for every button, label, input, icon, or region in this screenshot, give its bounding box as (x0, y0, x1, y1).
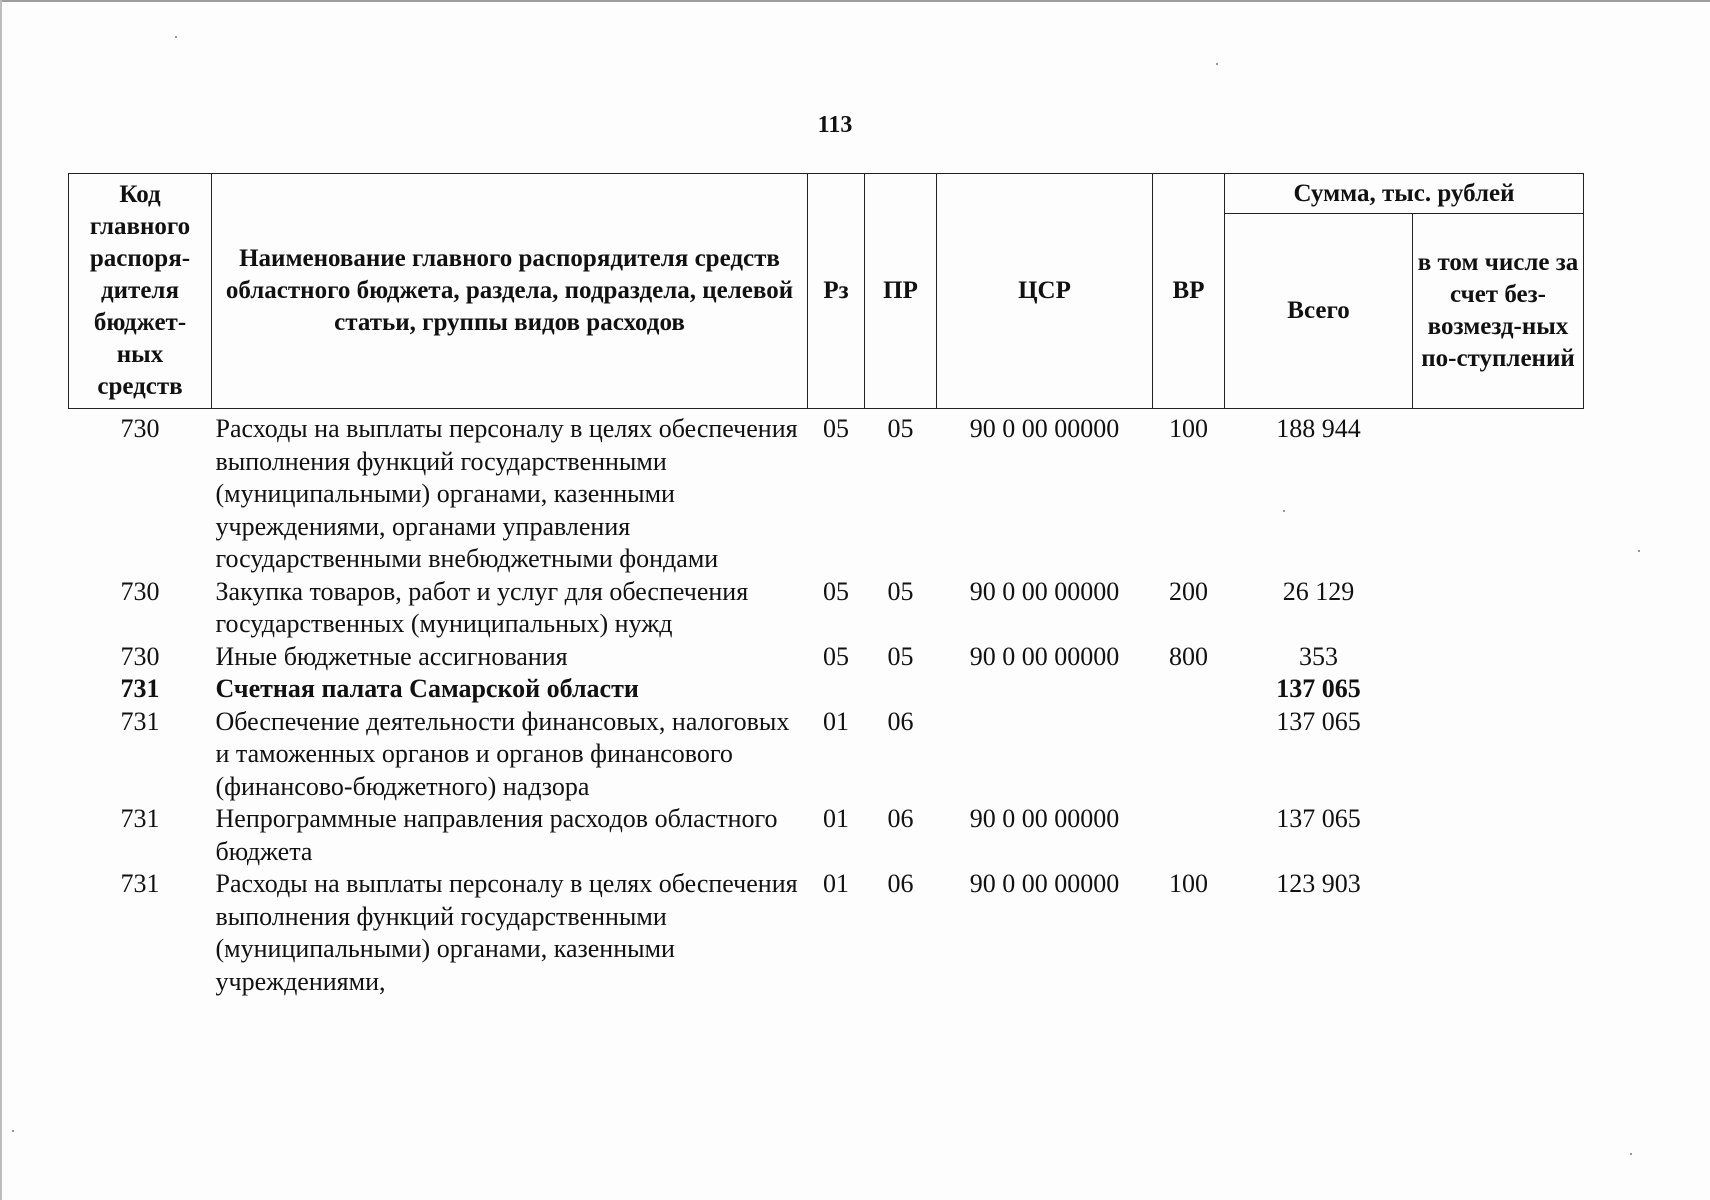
cell-code: 731 (120, 706, 160, 736)
cell-csr: 90 0 00 00000 (969, 869, 1120, 898)
cell-code: 730 (120, 414, 160, 443)
cell-name: Обеспечение деятельности финансовых, налоговых и таможенных органов и органов финансового (финансово-бюджетного) надзора (215, 706, 790, 801)
cell-name: Иные бюджетные ассигнования (215, 641, 568, 671)
cell-total: 353 (1299, 641, 1338, 671)
cell-total: 137 065 (1276, 674, 1361, 703)
cell-name: Расходы на выплаты персоналу в целях обеспечения выполнения функций государственными (муниципальными) органами, казенными учреждениями, органами управления государственными внебюджетными фондами (215, 414, 798, 573)
cell-rz: 05 (823, 576, 849, 606)
scan-speck (1216, 63, 1218, 65)
table-body (69, 409, 1584, 999)
cell-code: 730 (120, 576, 160, 606)
cell-csr: 90 0 00 00000 (969, 641, 1120, 671)
header-total: Всего (1225, 214, 1413, 409)
header-sum-group: Сумма, тыс. рублей (1225, 174, 1584, 214)
cell-vr: 100 (1169, 414, 1208, 443)
table-row (69, 641, 1584, 674)
table-header (69, 174, 1584, 409)
scan-speck (1283, 510, 1285, 512)
table-row (69, 706, 1584, 804)
scan-speck (1630, 1153, 1632, 1155)
scan-edge-top (0, 0, 1710, 2)
page-number: 113 (817, 112, 853, 138)
cell-free (1413, 576, 1584, 641)
cell-pr (865, 673, 937, 706)
cell-rz: 05 (823, 414, 849, 443)
cell-name: Расходы на выплаты персоналу в целях обеспечения выполнения функций государственными (муниципальными) органами, казенными учреждениями, (215, 869, 798, 996)
cell-code: 730 (120, 641, 160, 671)
cell-rz (808, 673, 865, 706)
cell-code: 731 (120, 674, 160, 703)
cell-free (1413, 803, 1584, 868)
cell-code: 731 (120, 869, 160, 898)
cell-pr: 05 (887, 576, 914, 606)
cell-total: 137 065 (1276, 706, 1361, 736)
cell-vr (1153, 673, 1225, 706)
scan-edge-left (0, 0, 2, 1200)
cell-code: 731 (120, 804, 160, 833)
scan-speck (1638, 550, 1640, 552)
cell-pr: 05 (887, 641, 914, 671)
header-free: в том числе за счет без-возмезд-ных по-ступлений (1413, 214, 1584, 409)
scan-speck (12, 1130, 14, 1132)
cell-vr: 800 (1169, 641, 1208, 671)
cell-free (1413, 868, 1584, 998)
table-row (69, 576, 1584, 641)
cell-csr: 90 0 00 00000 (969, 576, 1120, 606)
cell-name: Счетная палата Самарской области (215, 674, 639, 703)
cell-name: Закупка товаров, работ и услуг для обеспечения государственных (муниципальных) нужд (215, 576, 749, 638)
cell-pr: 06 (887, 804, 914, 833)
cell-csr (937, 706, 1153, 804)
table-row (69, 868, 1584, 998)
cell-free (1413, 706, 1584, 804)
cell-csr: 90 0 00 00000 (969, 804, 1120, 833)
budget-table (68, 173, 1584, 998)
cell-total: 123 903 (1276, 869, 1361, 898)
table-row (69, 673, 1584, 706)
cell-csr: 90 0 00 00000 (969, 414, 1120, 443)
header-pr: ПР (865, 174, 937, 409)
scan-speck (175, 36, 177, 38)
cell-total: 188 944 (1276, 414, 1361, 443)
cell-rz: 01 (823, 804, 849, 833)
cell-vr (1153, 706, 1225, 804)
cell-csr (937, 673, 1153, 706)
cell-total: 137 065 (1276, 804, 1361, 833)
cell-rz: 01 (823, 869, 849, 898)
cell-free (1413, 409, 1584, 576)
cell-rz: 05 (823, 641, 849, 671)
table-row (69, 803, 1584, 868)
cell-vr: 100 (1169, 869, 1208, 898)
cell-free (1413, 641, 1584, 674)
header-csr: ЦСР (937, 174, 1153, 409)
header-code: Код главного распоря-дителя бюджет-ных средств (69, 174, 212, 409)
cell-pr: 06 (887, 869, 914, 898)
cell-pr: 05 (887, 414, 914, 443)
cell-name: Непрограммные направления расходов областного бюджета (215, 804, 778, 866)
cell-rz: 01 (823, 706, 849, 736)
cell-total: 26 129 (1282, 576, 1355, 606)
cell-pr: 06 (887, 706, 914, 736)
table-row (69, 409, 1584, 576)
cell-vr: 200 (1169, 576, 1208, 606)
header-vr: ВР (1153, 174, 1225, 409)
header-rz: Рз (808, 174, 865, 409)
cell-vr (1153, 803, 1225, 868)
cell-free (1413, 673, 1584, 706)
header-name: Наименование главного распорядителя средств областного бюджета, раздела, подраздела, целевой статьи, группы видов расходов (212, 174, 808, 409)
